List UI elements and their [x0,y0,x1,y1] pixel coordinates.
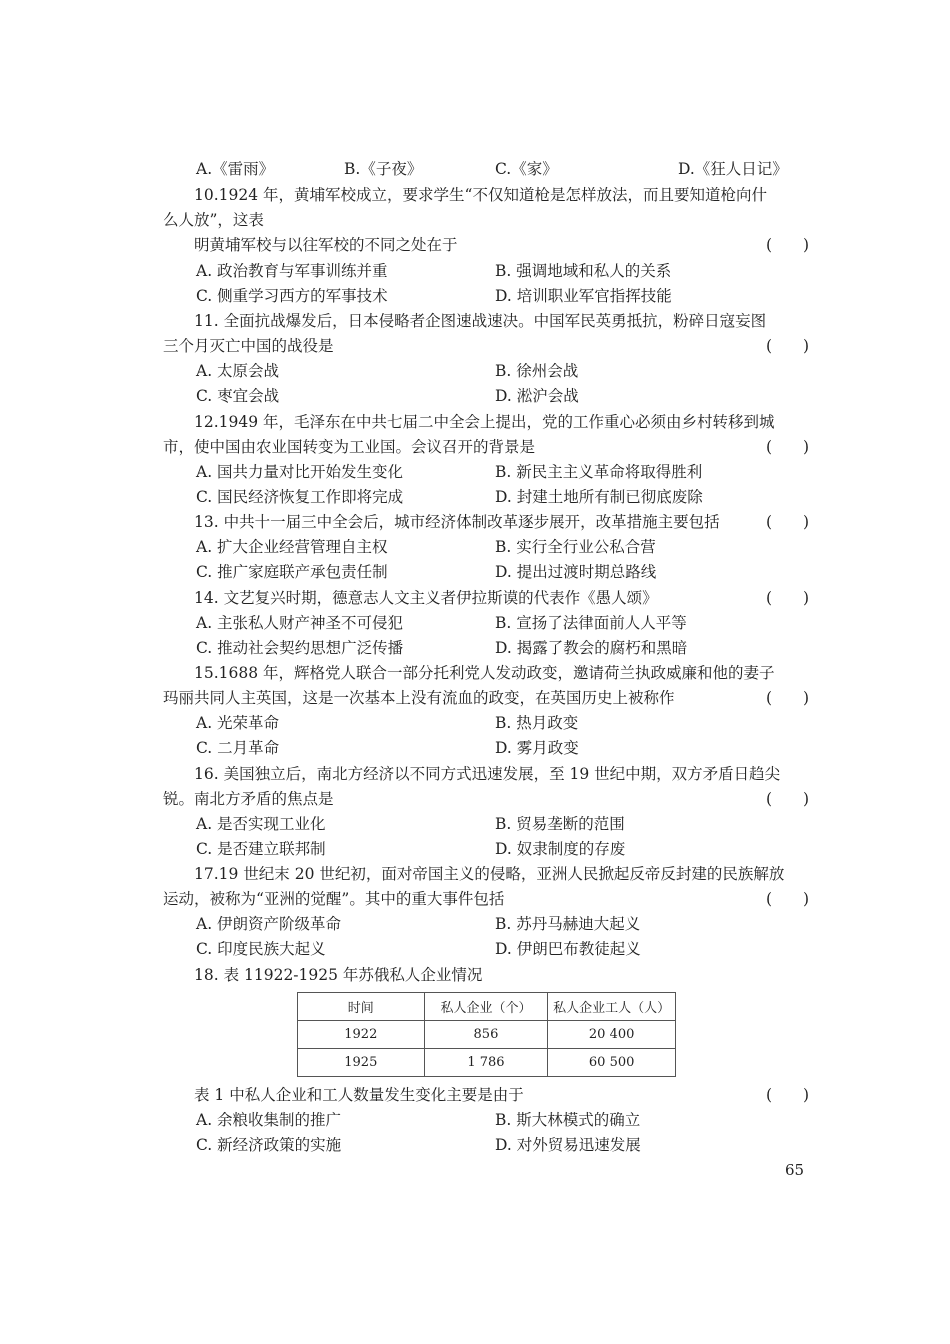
q18-option-d: D. 对外贸易迅速发展 [495,1136,641,1154]
q14-options-row1 [0,613,950,633]
q15-option-d: D. 雾月政变 [495,739,579,757]
q17-option-b: B. 苏丹马赫迪大起义 [495,915,641,933]
table-row [298,1021,676,1049]
q12-option-d: D. 封建土地所有制已彻底废除 [495,488,703,506]
q16-options-row2 [0,839,950,859]
q18-stem-line1: 18. 表 11922-1925 年苏俄私人企业情况 [194,966,483,984]
table-row [298,1049,676,1077]
q13-options-row2 [0,562,950,582]
q10-stem-line1: 10.1924 年，黄埔军校成立，要求学生“不仅知道枪是怎样放法，而且要知道枪向什 [194,186,767,204]
q13-options-row1 [0,537,950,557]
q12-option-c: C. 国民经济恢复工作即将完成 [196,488,404,506]
q13-answer-blank: ( ) [766,513,810,531]
q17-option-d: D. 伊朗巴布教徒起义 [495,940,641,958]
q12-answer-blank: ( ) [766,438,810,456]
q15-options-row1 [0,713,950,733]
q11-options-row2 [0,386,950,406]
q14-option-b: B. 宣扬了法律面前人人平等 [495,614,687,632]
q9-option-b: B.《子夜》 [344,160,423,178]
q11-option-b: B. 徐州会战 [495,362,579,380]
q14-option-d: D. 揭露了教会的腐朽和黑暗 [495,639,688,657]
table-header-cell: 私人企业（个） [424,993,548,1021]
q13-stem-line1: 13. 中共十一届三中全会后，城市经济体制改革逐步展开，改革措施主要包括 [194,513,720,531]
q17-options-row2 [0,939,950,959]
q13-option-b: B. 实行全行业公私合营 [495,538,656,556]
q17-stem-line1: 17.19 世纪末 20 世纪初，面对帝国主义的侵略，亚洲人民掀起反帝反封建的民族解放 [194,865,785,883]
table-cell: 1925 [298,1049,425,1077]
q17-options-row1 [0,914,950,934]
q11-stem-line2: 三个月灭亡中国的战役是 [163,337,334,355]
q17-answer-blank: ( ) [766,890,810,908]
q9-option-c: C.《家》 [495,160,558,178]
q16-option-a: A. 是否实现工业化 [196,815,326,833]
q12-options-row1 [0,462,950,482]
q18-data-table [297,992,676,1077]
q18-option-a: A. 余粮收集制的推广 [196,1111,342,1129]
q14-options-row2 [0,638,950,658]
q12-options-row2 [0,487,950,507]
table-header-cell: 时间 [298,993,425,1021]
q17-stem-line2: 运动，被称为“亚洲的觉醒”。其中的重大事件包括 [163,890,505,908]
table-cell: 1922 [298,1021,425,1049]
q9-option-d: D.《狂人日记》 [678,160,788,178]
table-header-row [298,993,676,1021]
q18-answer-blank: ( ) [766,1086,810,1104]
q10-stem-line2: 么人放”，这表 [163,211,264,229]
q11-options-row1 [0,361,950,381]
q10-stem-line3: 明黄埔军校与以往军校的不同之处在于 [194,236,458,254]
q10-answer-blank: ( ) [766,236,810,254]
q11-stem-line1: 11. 全面抗战爆发后，日本侵略者企图速战速决。中国军民英勇抵抗，粉碎日寇妄图 [194,312,767,330]
q12-option-a: A. 国共力量对比开始发生变化 [196,463,404,481]
q15-option-c: C. 二月革命 [196,739,280,757]
table-cell: 856 [424,1021,548,1049]
q16-option-d: D. 奴隶制度的存废 [495,840,626,858]
q12-option-b: B. 新民主主义革命将取得胜利 [495,463,703,481]
q10-options-row1 [0,261,950,281]
q14-option-c: C. 推动社会契约思想广泛传播 [196,639,404,657]
q13-option-c: C. 推广家庭联产承包责任制 [196,563,388,581]
q12-stem-line2: 市，使中国由农业国转变为工业国。会议召开的背景是 [163,438,536,456]
table-header-cell: 私人企业工人（人） [548,993,676,1021]
q10-option-c: C. 侧重学习西方的军事技术 [196,287,388,305]
q14-answer-blank: ( ) [766,589,810,607]
q16-stem-line2: 锐。南北方矛盾的焦点是 [163,790,334,808]
q18-options-row2 [0,1135,950,1155]
q15-stem-line1: 15.1688 年，辉格党人联合一部分托利党人发动政变，邀请荷兰执政威廉和他的妻子 [194,664,775,682]
q11-answer-blank: ( ) [766,337,810,355]
q10-option-a: A. 政治教育与军事训练并重 [196,262,388,280]
q18-options-row1 [0,1110,950,1130]
q14-stem-line1: 14. 文艺复兴时期，德意志人文主义者伊拉斯谟的代表作《愚人颂》 [194,589,658,607]
q11-option-d: D. 淞沪会战 [495,387,579,405]
q18-stem-line2: 表 1 中私人企业和工人数量发生变化主要是由于 [194,1086,524,1104]
q18-option-b: B. 斯大林模式的确立 [495,1111,641,1129]
q16-option-c: C. 是否建立联邦制 [196,840,326,858]
q10-option-d: D. 培训职业军官指挥技能 [495,287,672,305]
q9-options [0,159,950,179]
table-cell: 60 500 [548,1049,676,1077]
table-cell: 1 786 [424,1049,548,1077]
q16-stem-line1: 16. 美国独立后，南北方经济以不同方式迅速发展，至 19 世纪中期，双方矛盾日趋尖 [194,765,781,783]
q17-option-a: A. 伊朗资产阶级革命 [196,915,342,933]
q14-option-a: A. 主张私人财产神圣不可侵犯 [196,614,404,632]
page-number: 65 [785,1161,805,1179]
q13-option-a: A. 扩大企业经营管理自主权 [196,538,388,556]
q11-option-a: A. 太原会战 [196,362,280,380]
q18-option-c: C. 新经济政策的实施 [196,1136,342,1154]
q16-option-b: B. 贸易垄断的范围 [495,815,625,833]
q16-options-row1 [0,814,950,834]
q15-stem-line2: 玛丽共同人主英国，这是一次基本上没有流血的政变，在英国历史上被称作 [163,689,675,707]
q15-option-a: A. 光荣革命 [196,714,280,732]
q15-options-row2 [0,738,950,758]
q17-option-c: C. 印度民族大起义 [196,940,326,958]
q12-stem-line1: 12.1949 年，毛泽东在中共七届二中全会上提出，党的工作重心必须由乡村转移到城 [194,413,775,431]
q9-option-a: A.《雷雨》 [196,160,275,178]
q15-option-b: B. 热月政变 [495,714,579,732]
q15-answer-blank: ( ) [766,689,810,707]
q13-option-d: D. 提出过渡时期总路线 [495,563,657,581]
table-cell: 20 400 [548,1021,676,1049]
q16-answer-blank: ( ) [766,790,810,808]
q10-options-row2 [0,286,950,306]
q10-option-b: B. 强调地域和私人的关系 [495,262,672,280]
q11-option-c: C. 枣宜会战 [196,387,280,405]
